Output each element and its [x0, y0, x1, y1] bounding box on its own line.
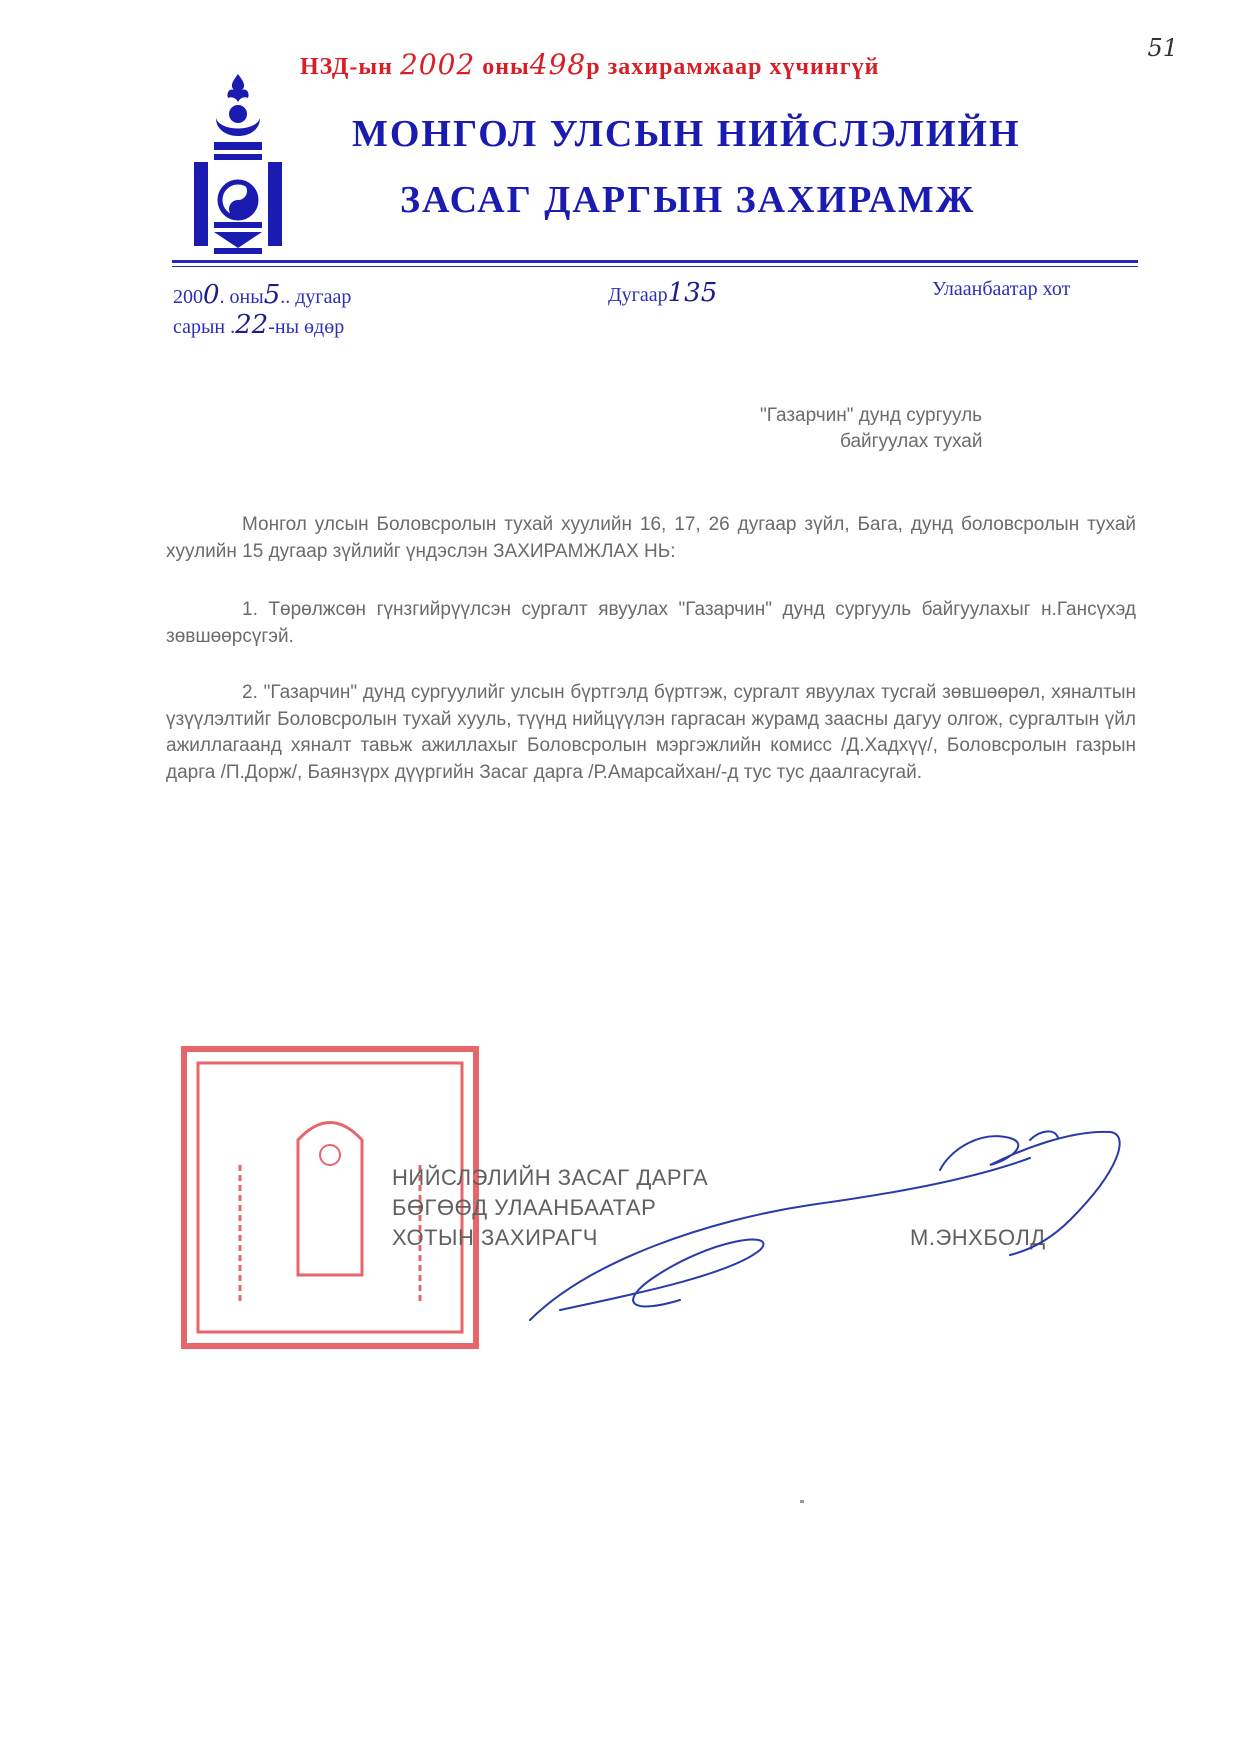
- number-label: Дугаар: [608, 284, 668, 306]
- annulment-prefix: НЗД-ын: [300, 54, 393, 80]
- signatory-title-line1: НИЙСЛЭЛИЙН ЗАСАГ ДАРГА: [392, 1165, 709, 1190]
- day-suffix: -ны өдөр: [268, 316, 345, 338]
- annulment-stamp-line: [300, 48, 879, 81]
- number-handwritten: 135: [667, 278, 718, 308]
- date-line-year-month: [173, 280, 351, 310]
- signatory-name: М.ЭНХБОЛД: [910, 1225, 1046, 1250]
- month-handwritten: 5: [263, 280, 281, 310]
- city-location: Улаанбаатар хот: [932, 278, 1071, 300]
- year-handwritten: 0: [203, 280, 220, 310]
- signatory-title-line3: ХОТЫН ЗАХИРАГЧ: [392, 1225, 598, 1250]
- body-paragraph-item1: 1. Төрөлжсөн гүнзгийрүүлсэн сургалт явуулах "Газарчин" дунд сургууль байгуулахыг н.Гансүхэд зөвшөөрсүгэй.: [166, 599, 1136, 647]
- month-suffix: .. дугаар: [280, 286, 352, 308]
- annulment-number: 498: [529, 48, 587, 81]
- scan-artifact: [800, 1500, 804, 1503]
- date-line-day: [173, 310, 344, 340]
- body-paragraph-preamble: Монгол улсын Боловсролын тухай хуулийн 16, 17, 26 дугаар зүйл, Бага, дунд боловсролын тухай хуулийн 15 дугаар зүйлийг үндэслэн ЗАХИРАМЖЛАХ НЬ:: [166, 514, 1136, 562]
- page-number: 51: [1147, 34, 1178, 62]
- handwritten-signature: [510, 1110, 1150, 1340]
- page-title-line2: ЗАСАГ ДАРГЫН ЗАХИРАМЖ: [400, 179, 976, 221]
- month-label: . оны: [219, 286, 264, 308]
- annulment-year: 2002: [399, 48, 476, 81]
- signatory-title-line2: БӨГӨӨД УЛААНБААТАР: [392, 1195, 657, 1220]
- subject-line1: "Газарчин" дунд сургууль: [760, 405, 983, 426]
- day-handwritten: 22: [235, 310, 269, 340]
- document-number: [608, 278, 717, 308]
- annulment-mid: оны: [482, 54, 530, 80]
- page-title-line1: МОНГОЛ УЛСЫН НИЙСЛЭЛИЙН: [352, 113, 1021, 155]
- header-divider: [172, 260, 1138, 263]
- year-printed: 200: [173, 286, 203, 308]
- soyombo-emblem-icon: [186, 70, 290, 260]
- subject-line2: байгуулах тухай: [840, 431, 983, 452]
- body-paragraph-item2: 2. "Газарчин" дунд сургуулийг улсын бүртгэлд бүртгэж, сургалт явуулах тусгай зөвшөөрөл, хяналтын үзүүлэлтийг Боловсролын тухай хууль, түүнд нийцүүлэн гаргасан журамд заасны дагуу олгож, сургалтын үйл ажиллагаанд хяналт тавьж ажиллахыг Боловсролын мэргэжлийн комисс /Д.Хадхүү/, Боловсролын газрын дарга /П.Дорж/, Баянзүрх дүүргийн Засаг дарга /Р.Амарсайхан/-д тус тус даалгасугай.: [166, 682, 1136, 783]
- day-label: сарын .: [173, 316, 236, 338]
- annulment-suffix: р захирамжаар хүчингүй: [586, 54, 880, 80]
- header-divider-thin: [172, 266, 1138, 267]
